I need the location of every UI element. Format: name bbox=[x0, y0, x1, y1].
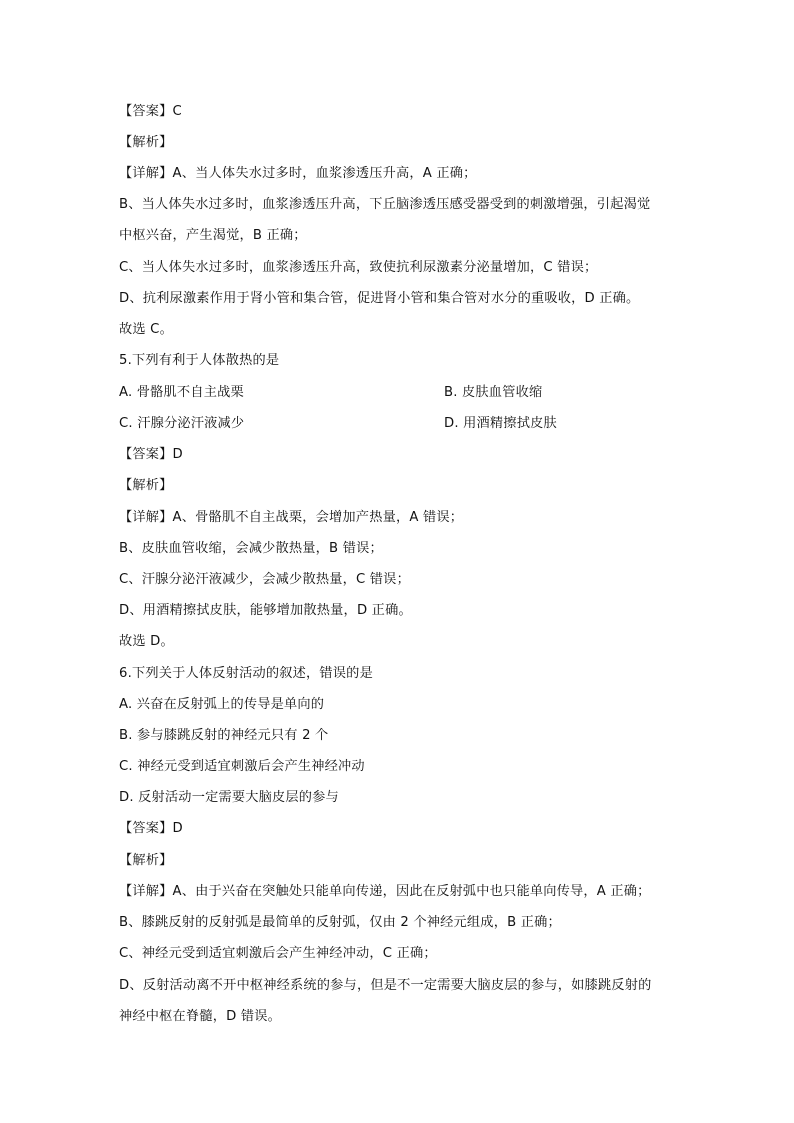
detail-line: D、用酒精擦拭皮肤，能够增加散热量，D 正确。 bbox=[119, 603, 412, 618]
answer-label-q6: 【答案】D bbox=[119, 821, 183, 836]
analysis-label-q6: 【解析】 bbox=[119, 853, 173, 868]
detail-line: B、膝跳反射的反射弧是最简单的反射弧，仅由 2 个神经元组成，B 正确； bbox=[119, 915, 561, 930]
q5-option-d: D. 用酒精擦拭皮肤 bbox=[444, 416, 557, 431]
detail-line: B、皮肤血管收缩，会减少散热量，B 错误； bbox=[119, 541, 383, 556]
q6-option-c: C. 神经元受到适宜刺激后会产生神经冲动 bbox=[119, 759, 365, 774]
q6-option-a: A. 兴奋在反射弧上的传导是单向的 bbox=[119, 697, 325, 712]
detail-line: B、当人体失水过多时，血浆渗透压升高，下丘脑渗透压感受器受到的刺激增强，引起渴觉 bbox=[119, 197, 651, 212]
detail-line: 神经中枢在脊髓，D 错误。 bbox=[119, 1009, 282, 1024]
detail-line: D、抗利尿激素作用于肾小管和集合管，促进肾小管和集合管对水分的重吸收，D 正确。 bbox=[119, 291, 640, 306]
detail-line: 【详解】A、当人体失水过多时，血浆渗透压升高，A 正确； bbox=[119, 166, 477, 181]
q5-option-c: C. 汗腺分泌汗液减少 bbox=[119, 416, 245, 431]
conclusion-line: 故选 C。 bbox=[119, 322, 173, 337]
question-5-stem: 5.下列有利于人体散热的是 bbox=[119, 353, 280, 368]
conclusion-line: 故选 D。 bbox=[119, 634, 174, 649]
answer-label-q5: 【答案】D bbox=[119, 447, 183, 462]
q6-option-d: D. 反射活动一定需要大脑皮层的参与 bbox=[119, 790, 339, 805]
detail-line: 【详解】A、骨骼肌不自主战栗，会增加产热量，A 错误； bbox=[119, 510, 464, 525]
detail-line: 【详解】A、由于兴奋在突触处只能单向传递，因此在反射弧中也只能单向传导，A 正确； bbox=[119, 884, 651, 899]
answer-label-q4: 【答案】C bbox=[119, 104, 182, 119]
detail-line: D、反射活动离不开中枢神经系统的参与，但是不一定需要大脑皮层的参与，如膝跳反射的 bbox=[119, 978, 652, 993]
detail-line: C、当人体失水过多时，血浆渗透压升高，致使抗利尿激素分泌量增加，C 错误； bbox=[119, 260, 598, 275]
q5-option-a: A. 骨骼肌不自主战栗 bbox=[119, 385, 244, 400]
analysis-label-q5: 【解析】 bbox=[119, 478, 173, 493]
detail-line: C、汗腺分泌汗液减少，会减少散热量，C 错误； bbox=[119, 572, 410, 587]
detail-line: 中枢兴奋，产生渴觉，B 正确； bbox=[119, 228, 307, 243]
question-6-stem: 6.下列关于人体反射活动的叙述，错误的是 bbox=[119, 666, 373, 681]
analysis-label-q4: 【解析】 bbox=[119, 135, 173, 150]
q6-option-b: B. 参与膝跳反射的神经元只有 2 个 bbox=[119, 728, 329, 743]
detail-line: C、神经元受到适宜刺激后会产生神经冲动，C 正确； bbox=[119, 946, 437, 961]
q5-option-b: B. 皮肤血管收缩 bbox=[444, 385, 543, 400]
